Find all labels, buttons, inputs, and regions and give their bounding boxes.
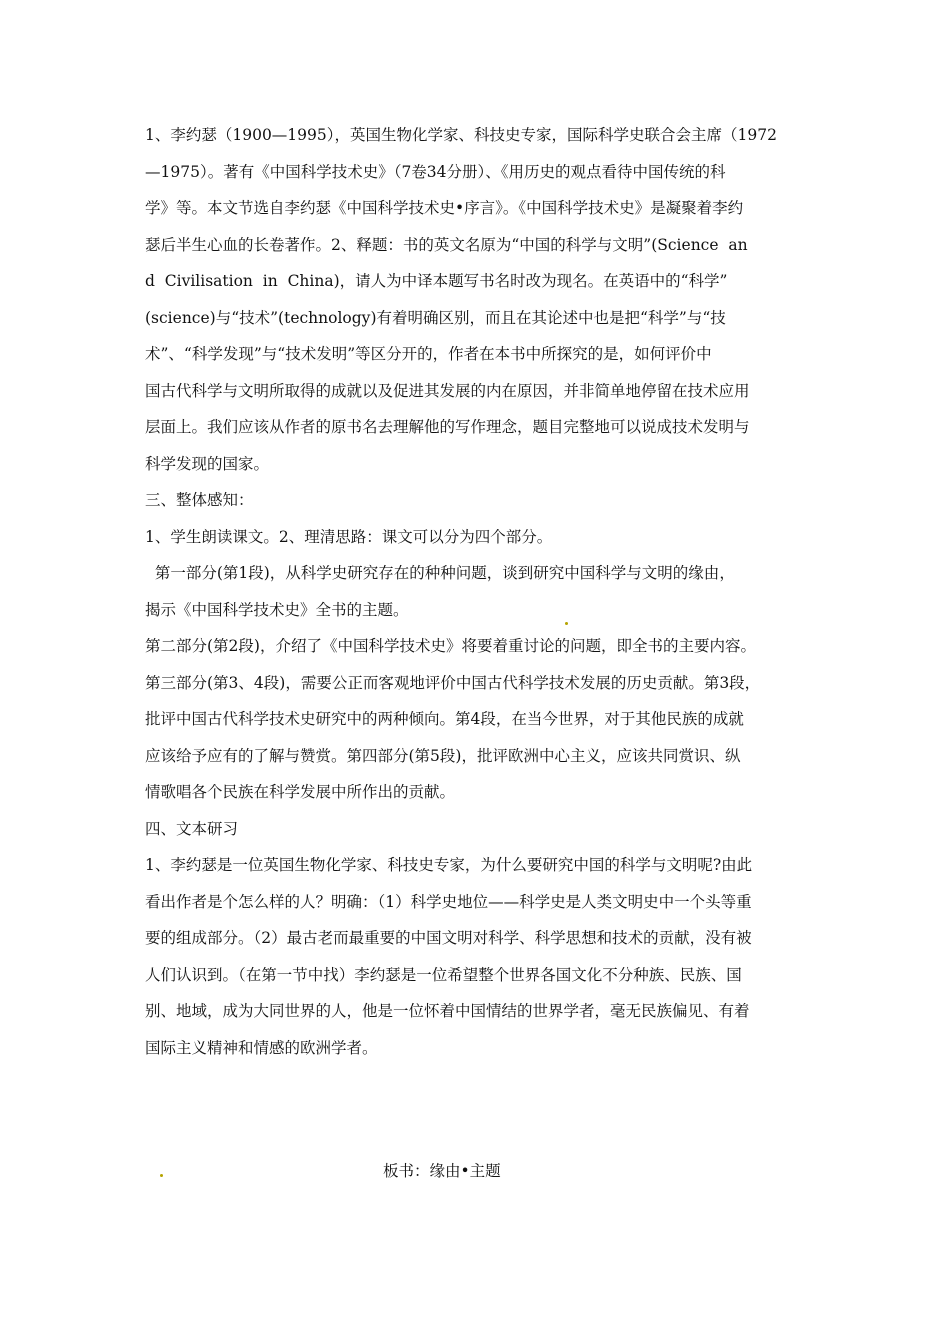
text-line: 情歌唱各个民族在科学发展中所作出的贡献。 <box>145 783 456 801</box>
text-line: 瑟后半生心血的长卷著作。2、释题：书的英文名原为“中国的科学与文明”(Science an <box>145 236 748 254</box>
board-note: 板书：缘由•主题 <box>383 1162 501 1180</box>
text-line: (science)与“技术”(technology)有着明确区别，而且在其论述中也是把“科学”与“技 <box>145 309 726 327</box>
text-line: 人们认识到。（在第一节中找）李约瑟是一位希望整个世界各国文化不分种族、民族、国 <box>145 966 742 984</box>
text-line: d Civilisation in China)，请人为中译本题写书名时改为现名。在英语中的“科学” <box>145 272 728 290</box>
stray-mark <box>565 622 568 625</box>
stray-mark <box>160 1174 163 1177</box>
text-line: 批评中国古代科学技术史研究中的两种倾向。第4段，在当今世界，对于其他民族的成就 <box>145 710 744 728</box>
text-line: 别、地域，成为大同世界的人，他是一位怀着中国情结的世界学者，毫无民族偏见、有着 <box>145 1002 750 1020</box>
text-line: 1、学生朗读课文。2、理清思路：课文可以分为四个部分。 <box>145 528 553 546</box>
text-line: 四、文本研习 <box>145 820 239 838</box>
text-line: 术”、“科学发现”与“技术发明”等区分开的，作者在本书中所探究的是，如何评价中 <box>145 345 712 363</box>
text-line: 国古代科学与文明所取得的成就以及促进其发展的内在原因，并非简单地停留在技术应用 <box>145 382 750 400</box>
text-line: 第一部分(第1段)，从科学史研究存在的种种问题，谈到研究中国科学与文明的缘由， <box>145 564 735 582</box>
text-line: 国际主义精神和情感的欧洲学者。 <box>145 1039 378 1057</box>
text-line: 第二部分(第2段)，介绍了《中国科学技术史》将要着重讨论的问题，即全书的主要内容。 <box>145 637 756 655</box>
text-line: 应该给予应有的了解与赞赏。第四部分(第5段)，批评欧洲中心主义，应该共同赏识、纵 <box>145 747 741 765</box>
text-line: 第三部分(第3、4段)，需要公正而客观地评价中国古代科学技术发展的历史贡献。第3段， <box>145 674 761 692</box>
text-line: 揭示《中国科学技术史》全书的主题。 <box>145 601 409 619</box>
text-line: 科学发现的国家。 <box>145 455 270 473</box>
text-line: 看出作者是个怎么样的人？明确：（1）科学史地位——科学史是人类文明史中一个头等重 <box>145 893 752 911</box>
text-line: —1975）。著有《中国科学技术史》（7卷34分册）、《用历史的观点看待中国传统的科 <box>145 163 726 181</box>
text-line: 1、李约瑟是一位英国生物化学家、科技史专家，为什么要研究中国的科学与文明呢?由此 <box>145 856 753 874</box>
text-line: 层面上。我们应该从作者的原书名去理解他的写作理念，题目完整地可以说成技术发明与 <box>145 418 750 436</box>
text-line: 1、李约瑟（1900—1995），英国生物化学家、科技史专家，国际科学史联合会主席（1972 <box>145 126 777 144</box>
text-line: 要的组成部分。（2）最古老而最重要的中国文明对科学、科学思想和技术的贡献，没有被 <box>145 929 752 947</box>
text-line: 学》等。本文节选自李约瑟《中国科学技术史•序言》。《中国科学技术史》是凝聚着李约 <box>145 199 744 217</box>
text-line: 三、整体感知： <box>145 491 254 509</box>
